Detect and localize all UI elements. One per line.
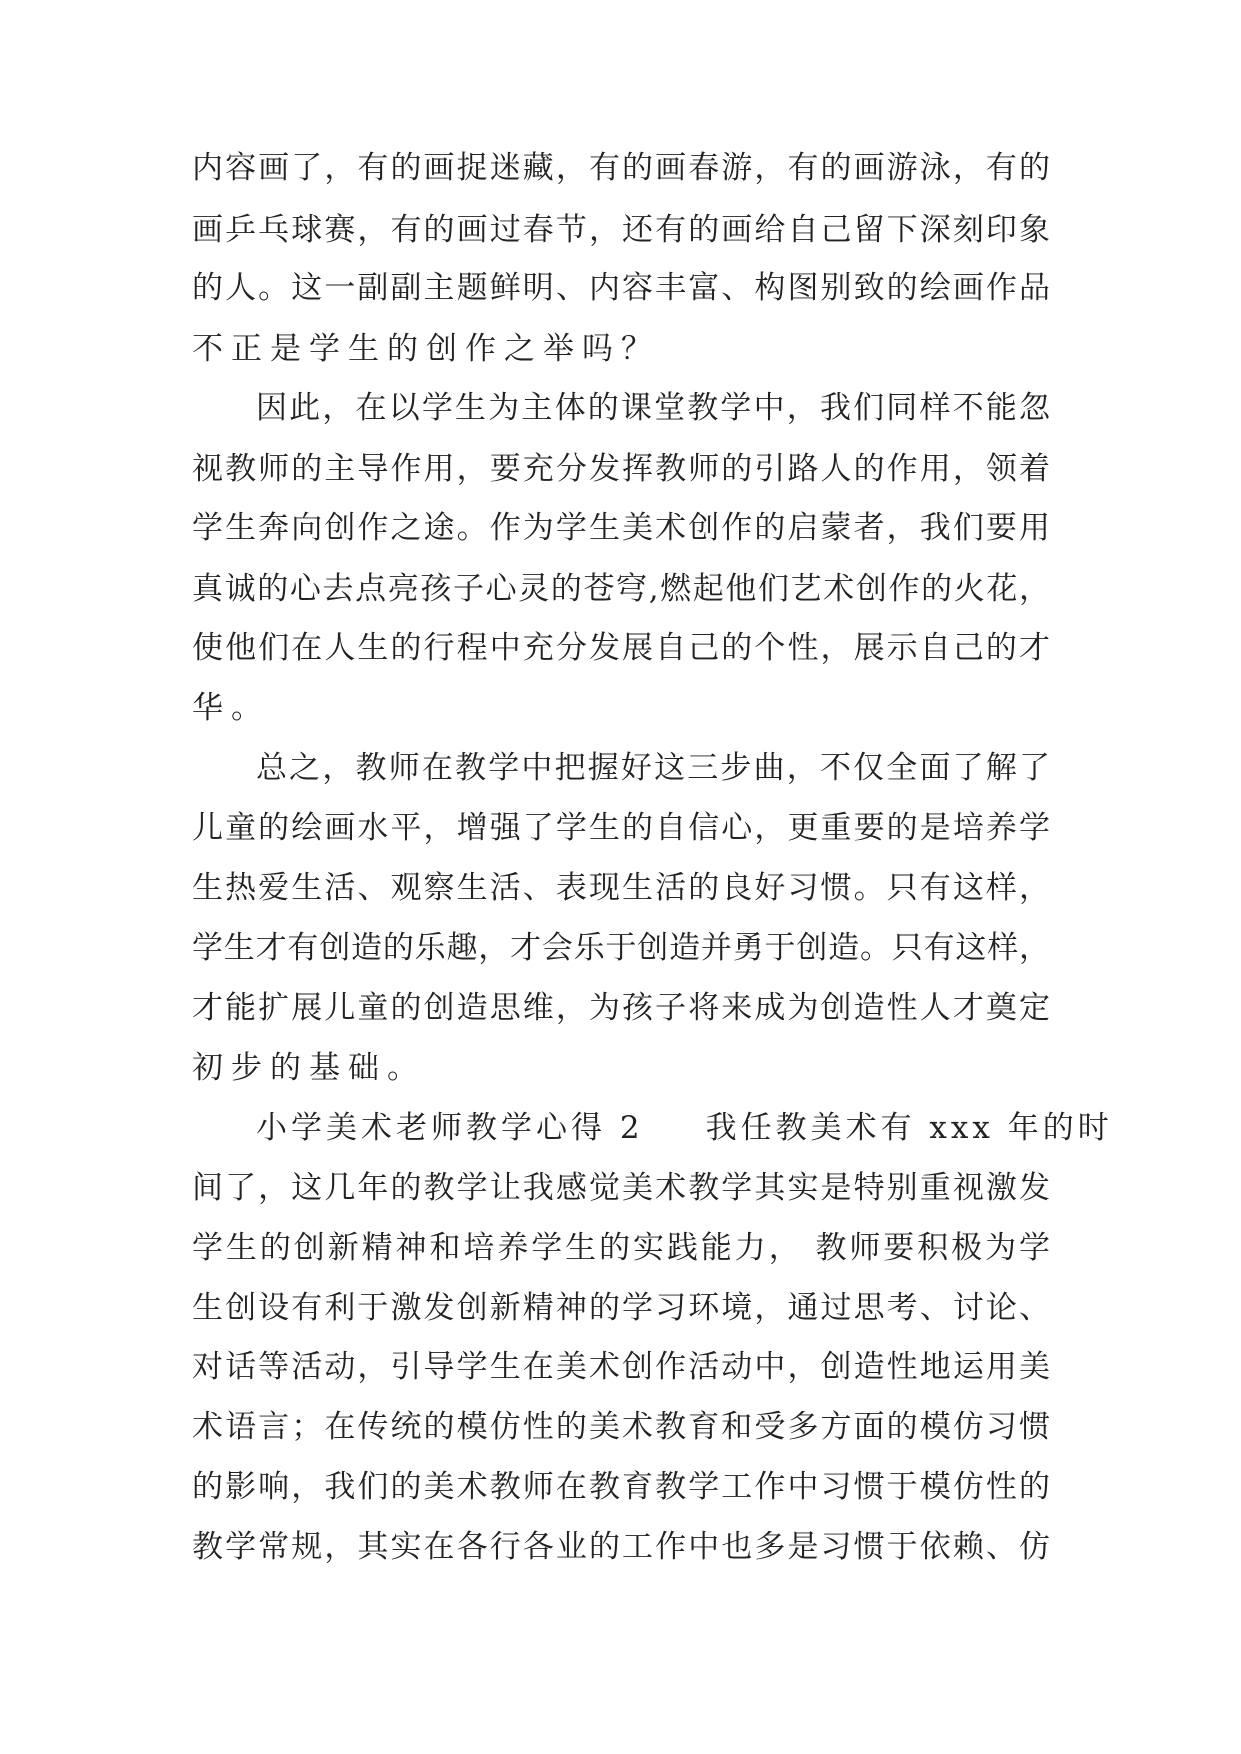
paragraph-1-line-1: 内容画了，有的画捉迷藏，有的画春游，有的画游泳，有的 [192, 150, 1050, 186]
paragraph-1-line-3: 的人。这一副副主题鲜明、内容丰富、构图别致的绘画作品 [192, 270, 1050, 306]
paragraph-2-line-4: 真诚的心去点亮孩子心灵的苍穹,燃起他们艺术创作的火花， [192, 571, 1050, 607]
paragraph-3-line-1: 总之，教师在教学中把握好这三步曲，不仅全面了解了 [256, 750, 1050, 786]
paragraph-2-line-2: 视教师的主导作用，要充分发挥教师的引路人的作用，领着 [192, 451, 1050, 487]
paragraph-4-line-4: 生创设有利于激发创新精神的学习环境，通过思考、讨论、 [192, 1290, 1050, 1326]
paragraph-3-line-3: 生热爱生活、观察生活、表现生活的良好习惯。只有这样， [192, 870, 1050, 906]
paragraph-4-line-2: 间了，这几年的教学让我感觉美术教学其实是特别重视激发 [192, 1170, 1050, 1206]
paragraph-2-line-1: 因此，在以学生为主体的课堂教学中，我们同样不能忽 [256, 390, 1050, 426]
paragraph-3-line-5: 才能扩展儿童的创造思维，为孩子将来成为创造性人才奠定 [192, 990, 1050, 1026]
paragraph-4-line-5: 对话等活动，引导学生在美术创作活动中，创造性地运用美 [192, 1349, 1050, 1385]
paragraph-3-line-2: 儿童的绘画水平，增强了学生的自信心，更重要的是培养学 [192, 810, 1050, 846]
paragraph-2-line-3: 学生奔向创作之途。作为学生美术创作的启蒙者，我们要用 [192, 510, 1050, 546]
paragraph-2-line-6: 华。 [192, 690, 270, 726]
paragraph-4-line-1-rest: 我任教美术有 xxx 年的时 [705, 1110, 1113, 1146]
paragraph-2-line-5: 使他们在人生的行程中充分发展自己的个性，展示自己的才 [192, 630, 1050, 666]
section-heading: 小学美术老师教学心得 2 [256, 1110, 644, 1146]
paragraph-3-line-6: 初步的基础。 [192, 1050, 426, 1086]
paragraph-4-line-6: 术语言；在传统的模仿性的美术教育和受多方面的模仿习惯 [192, 1409, 1050, 1445]
paragraph-4-line-3: 学生的创新精神和培养学生的实践能力， 教师要积极为学 [192, 1230, 1050, 1266]
paragraph-4-line-7: 的影响，我们的美术教师在教育教学工作中习惯于模仿性的 [192, 1469, 1050, 1505]
paragraph-4-line-8: 教学常规，其实在各行各业的工作中也多是习惯于依赖、仿 [192, 1529, 1050, 1565]
paragraph-1-line-2: 画乒乓球赛，有的画过春节，还有的画给自己留下深刻印象 [192, 212, 1050, 248]
paragraph-1-line-4: 不正是学生的创作之举吗？ [192, 331, 660, 367]
paragraph-4-line-1 [256, 1108, 1113, 1148]
paragraph-3-line-4: 学生才有创造的乐趣，才会乐于创造并勇于创造。只有这样， [192, 930, 1050, 966]
